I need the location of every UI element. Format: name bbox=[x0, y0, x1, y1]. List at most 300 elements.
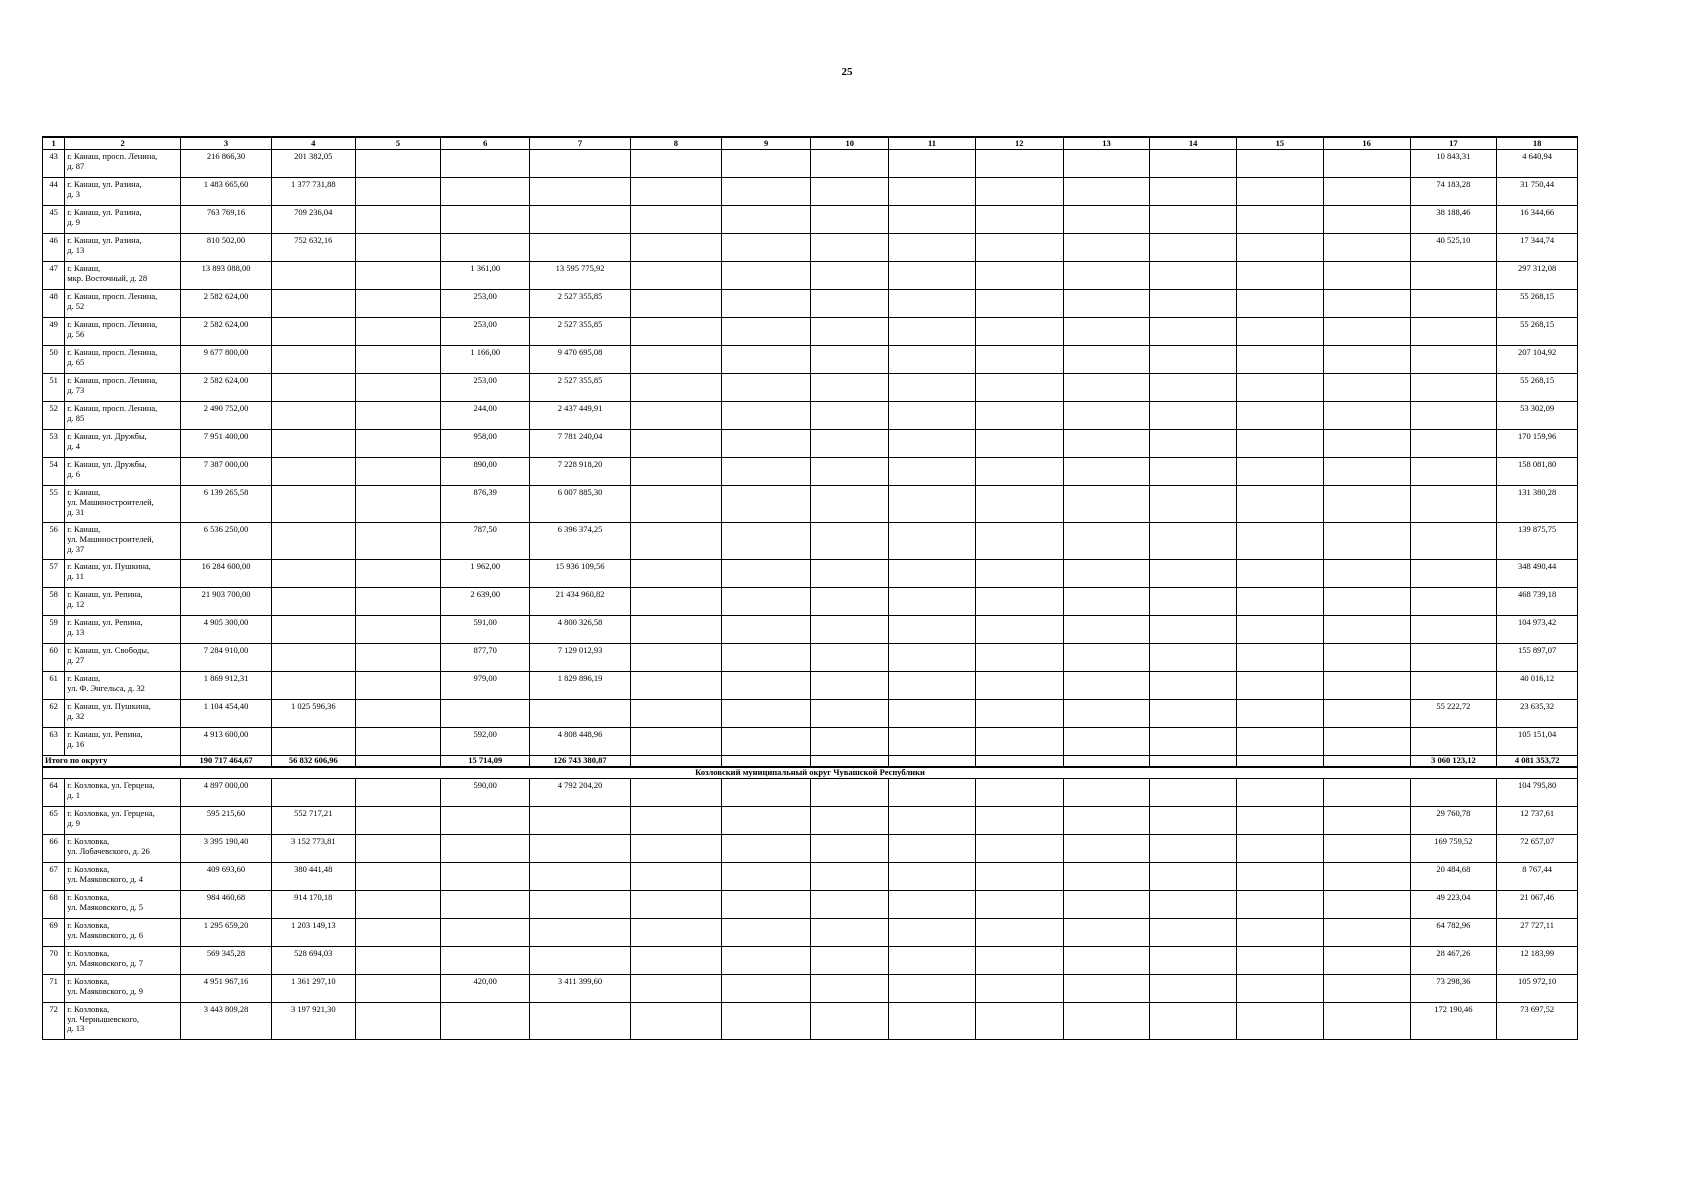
col-10-cell bbox=[811, 974, 889, 1002]
col-9-cell bbox=[721, 918, 811, 946]
col-7-cell: 6 007 885,30 bbox=[530, 486, 631, 523]
col-17-cell bbox=[1410, 318, 1497, 346]
col-5-cell bbox=[355, 862, 441, 890]
col-11-cell bbox=[889, 1002, 976, 1039]
col-6-cell: 253,00 bbox=[441, 290, 530, 318]
row-number: 48 bbox=[43, 290, 65, 318]
col-3-cell: 2 582 624,00 bbox=[181, 318, 272, 346]
col-8-cell bbox=[630, 918, 721, 946]
col-7-cell: 2 527 355,85 bbox=[530, 374, 631, 402]
col-10-cell bbox=[811, 672, 889, 700]
address-cell: г. Козловка, ул. Лобачевского, д. 26 bbox=[65, 834, 181, 862]
col-10-cell bbox=[811, 588, 889, 616]
col-18-cell: 31 750,44 bbox=[1497, 178, 1578, 206]
col-9-cell bbox=[721, 778, 811, 806]
col-9-cell bbox=[721, 1002, 811, 1039]
col-16-cell bbox=[1323, 1002, 1410, 1039]
column-header: 17 bbox=[1410, 137, 1497, 150]
col-3-cell: 763 769,16 bbox=[181, 206, 272, 234]
col-4-cell: 380 441,48 bbox=[271, 862, 355, 890]
col-16-cell bbox=[1323, 588, 1410, 616]
column-header: 13 bbox=[1063, 137, 1150, 150]
col-11-cell bbox=[889, 588, 976, 616]
col-18-cell: 297 312,08 bbox=[1497, 262, 1578, 290]
col-11-cell bbox=[889, 150, 976, 178]
col-8-cell bbox=[630, 616, 721, 644]
col-12-cell bbox=[975, 523, 1063, 560]
col-10-cell bbox=[811, 206, 889, 234]
col-4-cell bbox=[271, 778, 355, 806]
col-16-cell bbox=[1323, 890, 1410, 918]
col-18-cell: 8 767,44 bbox=[1497, 862, 1578, 890]
col-13-cell bbox=[1063, 290, 1150, 318]
col-15-cell bbox=[1237, 402, 1324, 430]
col-12-cell bbox=[975, 458, 1063, 486]
col-9-cell bbox=[721, 700, 811, 728]
col-18-cell: 468 739,18 bbox=[1497, 588, 1578, 616]
col-18-cell: 104 973,42 bbox=[1497, 616, 1578, 644]
col-8-cell bbox=[630, 1002, 721, 1039]
col-18-cell: 105 972,10 bbox=[1497, 974, 1578, 1002]
col-18-cell: 40 016,12 bbox=[1497, 672, 1578, 700]
col-4-cell bbox=[271, 290, 355, 318]
col-6-cell bbox=[441, 178, 530, 206]
table-row bbox=[43, 700, 1578, 728]
col-18-cell: 27 727,11 bbox=[1497, 918, 1578, 946]
column-header: 14 bbox=[1150, 137, 1237, 150]
col-6-cell: 787,50 bbox=[441, 523, 530, 560]
col-12-cell bbox=[975, 918, 1063, 946]
address-cell: г. Канаш, просп. Ленина, д. 65 bbox=[65, 346, 181, 374]
table-row bbox=[43, 458, 1578, 486]
address-cell: г. Канаш, ул. Разина, д. 3 bbox=[65, 178, 181, 206]
total-col-8 bbox=[630, 756, 721, 768]
col-18-cell: 17 344,74 bbox=[1497, 234, 1578, 262]
col-8-cell bbox=[630, 402, 721, 430]
table-row bbox=[43, 890, 1578, 918]
col-13-cell bbox=[1063, 374, 1150, 402]
col-13-cell bbox=[1063, 918, 1150, 946]
col-10-cell bbox=[811, 178, 889, 206]
col-7-cell bbox=[530, 700, 631, 728]
col-17-cell bbox=[1410, 346, 1497, 374]
table-row bbox=[43, 862, 1578, 890]
total-label: Итого по округу bbox=[43, 756, 181, 768]
col-16-cell bbox=[1323, 430, 1410, 458]
col-4-cell bbox=[271, 616, 355, 644]
total-col-3: 190 717 464,67 bbox=[181, 756, 272, 768]
col-16-cell bbox=[1323, 206, 1410, 234]
col-9-cell bbox=[721, 588, 811, 616]
table-row bbox=[43, 672, 1578, 700]
table-row bbox=[43, 374, 1578, 402]
col-6-cell: 958,00 bbox=[441, 430, 530, 458]
col-17-cell bbox=[1410, 430, 1497, 458]
table-row bbox=[43, 946, 1578, 974]
col-16-cell bbox=[1323, 616, 1410, 644]
col-8-cell bbox=[630, 560, 721, 588]
row-number: 49 bbox=[43, 318, 65, 346]
address-cell: г. Козловка, ул. Маяковского, д. 9 bbox=[65, 974, 181, 1002]
col-4-cell: 3 152 773,81 bbox=[271, 834, 355, 862]
address-cell: г. Канаш, ул. Дружбы, д. 4 bbox=[65, 430, 181, 458]
col-6-cell bbox=[441, 918, 530, 946]
col-6-cell bbox=[441, 150, 530, 178]
row-number: 70 bbox=[43, 946, 65, 974]
col-14-cell bbox=[1150, 458, 1237, 486]
col-6-cell: 591,00 bbox=[441, 616, 530, 644]
col-9-cell bbox=[721, 346, 811, 374]
column-number-row bbox=[43, 137, 1578, 150]
col-12-cell bbox=[975, 616, 1063, 644]
total-col-6: 15 714,09 bbox=[441, 756, 530, 768]
col-16-cell bbox=[1323, 806, 1410, 834]
col-16-cell bbox=[1323, 778, 1410, 806]
col-15-cell bbox=[1237, 644, 1324, 672]
col-12-cell bbox=[975, 1002, 1063, 1039]
col-7-cell: 3 411 399,60 bbox=[530, 974, 631, 1002]
table-body-kozlovka bbox=[43, 778, 1578, 1039]
col-6-cell: 2 639,00 bbox=[441, 588, 530, 616]
col-13-cell bbox=[1063, 262, 1150, 290]
col-3-cell: 2 582 624,00 bbox=[181, 374, 272, 402]
col-11-cell bbox=[889, 728, 976, 756]
col-10-cell bbox=[811, 486, 889, 523]
col-10-cell bbox=[811, 234, 889, 262]
col-9-cell bbox=[721, 834, 811, 862]
col-14-cell bbox=[1150, 806, 1237, 834]
col-4-cell bbox=[271, 486, 355, 523]
col-5-cell bbox=[355, 458, 441, 486]
col-11-cell bbox=[889, 374, 976, 402]
table-row bbox=[43, 588, 1578, 616]
col-11-cell bbox=[889, 206, 976, 234]
col-12-cell bbox=[975, 234, 1063, 262]
col-8-cell bbox=[630, 728, 721, 756]
col-10-cell bbox=[811, 946, 889, 974]
col-12-cell bbox=[975, 728, 1063, 756]
col-7-cell bbox=[530, 806, 631, 834]
col-5-cell bbox=[355, 560, 441, 588]
col-5-cell bbox=[355, 1002, 441, 1039]
col-4-cell: 1 203 149,13 bbox=[271, 918, 355, 946]
col-18-cell: 207 104,92 bbox=[1497, 346, 1578, 374]
col-17-cell: 64 782,96 bbox=[1410, 918, 1497, 946]
col-12-cell bbox=[975, 946, 1063, 974]
col-17-cell bbox=[1410, 588, 1497, 616]
col-6-cell bbox=[441, 206, 530, 234]
row-number: 43 bbox=[43, 150, 65, 178]
col-14-cell bbox=[1150, 430, 1237, 458]
row-number: 62 bbox=[43, 700, 65, 728]
col-17-cell: 38 188,46 bbox=[1410, 206, 1497, 234]
col-7-cell bbox=[530, 862, 631, 890]
col-3-cell: 4 905 300,00 bbox=[181, 616, 272, 644]
col-8-cell bbox=[630, 206, 721, 234]
col-6-cell: 876,39 bbox=[441, 486, 530, 523]
col-9-cell bbox=[721, 728, 811, 756]
row-number: 71 bbox=[43, 974, 65, 1002]
col-15-cell bbox=[1237, 778, 1324, 806]
total-col-9 bbox=[721, 756, 811, 768]
col-9-cell bbox=[721, 862, 811, 890]
row-number: 51 bbox=[43, 374, 65, 402]
col-9-cell bbox=[721, 318, 811, 346]
col-11-cell bbox=[889, 834, 976, 862]
col-3-cell: 13 893 088,00 bbox=[181, 262, 272, 290]
col-10-cell bbox=[811, 523, 889, 560]
col-4-cell bbox=[271, 728, 355, 756]
column-header: 2 bbox=[65, 137, 181, 150]
col-4-cell: 552 717,21 bbox=[271, 806, 355, 834]
col-7-cell bbox=[530, 234, 631, 262]
col-17-cell bbox=[1410, 616, 1497, 644]
column-header: 3 bbox=[181, 137, 272, 150]
col-17-cell bbox=[1410, 402, 1497, 430]
col-10-cell bbox=[811, 728, 889, 756]
col-10-cell bbox=[811, 700, 889, 728]
col-5-cell bbox=[355, 430, 441, 458]
column-header: 11 bbox=[889, 137, 976, 150]
col-12-cell bbox=[975, 374, 1063, 402]
col-7-cell: 1 829 896,19 bbox=[530, 672, 631, 700]
col-9-cell bbox=[721, 672, 811, 700]
col-18-cell: 170 159,96 bbox=[1497, 430, 1578, 458]
col-14-cell bbox=[1150, 234, 1237, 262]
col-6-cell: 1 166,00 bbox=[441, 346, 530, 374]
table-row bbox=[43, 430, 1578, 458]
col-8-cell bbox=[630, 523, 721, 560]
col-11-cell bbox=[889, 946, 976, 974]
col-3-cell: 1 483 665,60 bbox=[181, 178, 272, 206]
col-16-cell bbox=[1323, 150, 1410, 178]
col-14-cell bbox=[1150, 523, 1237, 560]
col-10-cell bbox=[811, 862, 889, 890]
column-header: 10 bbox=[811, 137, 889, 150]
col-10-cell bbox=[811, 150, 889, 178]
col-3-cell: 2 490 752,00 bbox=[181, 402, 272, 430]
col-3-cell: 21 903 700,00 bbox=[181, 588, 272, 616]
col-8-cell bbox=[630, 262, 721, 290]
table-row bbox=[43, 616, 1578, 644]
col-8-cell bbox=[630, 946, 721, 974]
row-number: 67 bbox=[43, 862, 65, 890]
col-5-cell bbox=[355, 318, 441, 346]
col-3-cell: 1 295 659,20 bbox=[181, 918, 272, 946]
col-3-cell: 16 284 600,00 bbox=[181, 560, 272, 588]
row-number: 64 bbox=[43, 778, 65, 806]
col-12-cell bbox=[975, 890, 1063, 918]
total-row bbox=[43, 756, 1578, 768]
total-col-13 bbox=[1063, 756, 1150, 768]
col-5-cell bbox=[355, 644, 441, 672]
col-14-cell bbox=[1150, 644, 1237, 672]
table-row bbox=[43, 486, 1578, 523]
col-15-cell bbox=[1237, 262, 1324, 290]
col-4-cell: 752 632,16 bbox=[271, 234, 355, 262]
col-9-cell bbox=[721, 486, 811, 523]
col-12-cell bbox=[975, 834, 1063, 862]
col-14-cell bbox=[1150, 588, 1237, 616]
col-18-cell: 139 875,75 bbox=[1497, 523, 1578, 560]
col-13-cell bbox=[1063, 178, 1150, 206]
col-11-cell bbox=[889, 290, 976, 318]
col-5-cell bbox=[355, 918, 441, 946]
col-11-cell bbox=[889, 178, 976, 206]
row-number: 57 bbox=[43, 560, 65, 588]
col-5-cell bbox=[355, 346, 441, 374]
col-3-cell: 569 345,28 bbox=[181, 946, 272, 974]
col-10-cell bbox=[811, 778, 889, 806]
row-number: 44 bbox=[43, 178, 65, 206]
col-10-cell bbox=[811, 318, 889, 346]
address-cell: г. Канаш, ул. Машиностроителей, д. 37 bbox=[65, 523, 181, 560]
col-12-cell bbox=[975, 806, 1063, 834]
col-7-cell: 2 527 355,85 bbox=[530, 318, 631, 346]
address-cell: г. Козловка, ул. Маяковского, д. 5 bbox=[65, 890, 181, 918]
row-number: 54 bbox=[43, 458, 65, 486]
col-9-cell bbox=[721, 262, 811, 290]
address-cell: г. Канаш, просп. Ленина, д. 52 bbox=[65, 290, 181, 318]
col-13-cell bbox=[1063, 523, 1150, 560]
col-16-cell bbox=[1323, 178, 1410, 206]
col-7-cell bbox=[530, 918, 631, 946]
col-7-cell: 7 129 012,93 bbox=[530, 644, 631, 672]
col-13-cell bbox=[1063, 672, 1150, 700]
col-8-cell bbox=[630, 588, 721, 616]
col-13-cell bbox=[1063, 834, 1150, 862]
col-4-cell: 528 694,03 bbox=[271, 946, 355, 974]
col-10-cell bbox=[811, 644, 889, 672]
col-13-cell bbox=[1063, 778, 1150, 806]
col-8-cell bbox=[630, 178, 721, 206]
table-row bbox=[43, 974, 1578, 1002]
col-5-cell bbox=[355, 234, 441, 262]
table-row bbox=[43, 1002, 1578, 1039]
total-col-5 bbox=[355, 756, 441, 768]
col-5-cell bbox=[355, 523, 441, 560]
col-5-cell bbox=[355, 890, 441, 918]
col-14-cell bbox=[1150, 346, 1237, 374]
address-cell: г. Канаш, ул. Репина, д. 13 bbox=[65, 616, 181, 644]
col-4-cell: 201 382,05 bbox=[271, 150, 355, 178]
col-14-cell bbox=[1150, 890, 1237, 918]
col-6-cell: 592,00 bbox=[441, 728, 530, 756]
col-9-cell bbox=[721, 616, 811, 644]
col-4-cell: 1 377 731,88 bbox=[271, 178, 355, 206]
row-number: 47 bbox=[43, 262, 65, 290]
column-header: 9 bbox=[721, 137, 811, 150]
col-13-cell bbox=[1063, 890, 1150, 918]
column-header: 12 bbox=[975, 137, 1063, 150]
col-11-cell bbox=[889, 346, 976, 374]
total-col-18: 4 081 353,72 bbox=[1497, 756, 1578, 768]
col-3-cell: 3 395 190,40 bbox=[181, 834, 272, 862]
col-8-cell bbox=[630, 318, 721, 346]
col-14-cell bbox=[1150, 834, 1237, 862]
col-11-cell bbox=[889, 700, 976, 728]
col-4-cell bbox=[271, 402, 355, 430]
col-15-cell bbox=[1237, 523, 1324, 560]
address-cell: г. Козловка, ул. Маяковского, д. 6 bbox=[65, 918, 181, 946]
address-cell: г. Канаш, просп. Ленина, д. 87 bbox=[65, 150, 181, 178]
col-5-cell bbox=[355, 974, 441, 1002]
row-number: 68 bbox=[43, 890, 65, 918]
col-7-cell: 13 595 775,92 bbox=[530, 262, 631, 290]
col-7-cell bbox=[530, 834, 631, 862]
col-16-cell bbox=[1323, 918, 1410, 946]
col-14-cell bbox=[1150, 672, 1237, 700]
address-cell: г. Канаш, мкр. Восточный, д. 28 bbox=[65, 262, 181, 290]
col-13-cell bbox=[1063, 150, 1150, 178]
col-6-cell bbox=[441, 700, 530, 728]
col-17-cell bbox=[1410, 290, 1497, 318]
col-15-cell bbox=[1237, 458, 1324, 486]
col-10-cell bbox=[811, 458, 889, 486]
col-4-cell: 3 197 921,30 bbox=[271, 1002, 355, 1039]
col-16-cell bbox=[1323, 374, 1410, 402]
col-8-cell bbox=[630, 234, 721, 262]
col-8-cell bbox=[630, 806, 721, 834]
col-13-cell bbox=[1063, 588, 1150, 616]
col-12-cell bbox=[975, 178, 1063, 206]
col-3-cell: 810 502,00 bbox=[181, 234, 272, 262]
table-body-kanash bbox=[43, 150, 1578, 756]
col-17-cell bbox=[1410, 458, 1497, 486]
table-row bbox=[43, 290, 1578, 318]
col-15-cell bbox=[1237, 346, 1324, 374]
col-14-cell bbox=[1150, 318, 1237, 346]
col-13-cell bbox=[1063, 1002, 1150, 1039]
total-col-10 bbox=[811, 756, 889, 768]
col-14-cell bbox=[1150, 178, 1237, 206]
col-7-cell: 4 800 326,58 bbox=[530, 616, 631, 644]
col-8-cell bbox=[630, 890, 721, 918]
col-11-cell bbox=[889, 778, 976, 806]
table-row bbox=[43, 560, 1578, 588]
col-7-cell bbox=[530, 890, 631, 918]
col-12-cell bbox=[975, 644, 1063, 672]
col-11-cell bbox=[889, 862, 976, 890]
col-7-cell: 2 437 449,91 bbox=[530, 402, 631, 430]
col-4-cell bbox=[271, 523, 355, 560]
col-17-cell: 169 759,52 bbox=[1410, 834, 1497, 862]
table-row bbox=[43, 806, 1578, 834]
row-number: 52 bbox=[43, 402, 65, 430]
col-9-cell bbox=[721, 290, 811, 318]
col-4-cell bbox=[271, 458, 355, 486]
col-13-cell bbox=[1063, 616, 1150, 644]
address-cell: г. Канаш, ул. Репина, д. 12 bbox=[65, 588, 181, 616]
col-4-cell: 709 236,04 bbox=[271, 206, 355, 234]
table-row bbox=[43, 644, 1578, 672]
row-number: 66 bbox=[43, 834, 65, 862]
col-16-cell bbox=[1323, 486, 1410, 523]
col-5-cell bbox=[355, 616, 441, 644]
col-18-cell: 55 268,15 bbox=[1497, 318, 1578, 346]
column-header: 15 bbox=[1237, 137, 1324, 150]
col-6-cell: 877,70 bbox=[441, 644, 530, 672]
total-col-16 bbox=[1323, 756, 1410, 768]
col-12-cell bbox=[975, 560, 1063, 588]
col-15-cell bbox=[1237, 318, 1324, 346]
col-5-cell bbox=[355, 700, 441, 728]
col-10-cell bbox=[811, 262, 889, 290]
address-cell: г. Козловка, ул. Чернышевского, д. 13 bbox=[65, 1002, 181, 1039]
col-16-cell bbox=[1323, 560, 1410, 588]
col-17-cell bbox=[1410, 262, 1497, 290]
col-15-cell bbox=[1237, 946, 1324, 974]
